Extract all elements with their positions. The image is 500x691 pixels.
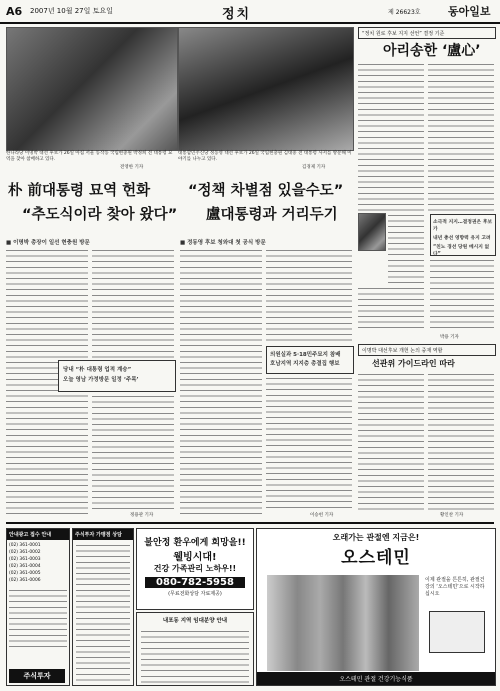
- classifieds-title-2: 주식투자 가맹점 상담: [73, 529, 133, 540]
- article1-subhead-2: 오늘 영남 가정방문 일정 ‘주목’: [63, 377, 139, 383]
- health-ad-line2: 웰빙시대!: [173, 552, 217, 563]
- ad-legs-image: [267, 575, 419, 671]
- editorial-label-box: [358, 344, 496, 356]
- classifieds-listing: [9, 588, 67, 648]
- classifieds-row: (02) 361-0003: [9, 557, 41, 562]
- column-body-col4: [358, 286, 424, 332]
- article1-subhead-1: 당내 “朴 대통령 업적 계승”: [63, 367, 132, 373]
- notice-body: [141, 629, 249, 683]
- article2-subhead-box: [266, 346, 354, 374]
- classifieds-row: (02) 361-0001: [9, 543, 41, 548]
- column-portrait: [358, 213, 386, 251]
- article2-byline: ■ 정동영 후보 청와대 첫 공식 방문: [180, 240, 266, 246]
- page-header: [0, 0, 500, 24]
- editorial-headline: 선관위 가이드라인 따라: [372, 359, 455, 368]
- article2-body-col1: [180, 248, 262, 514]
- classifieds-title-1: 안내광고 접수 안내: [7, 529, 69, 540]
- article2-reporter: 이승헌 기자: [310, 513, 334, 518]
- editorial-label: 이명박 대선후보 개헌 논의 중재 역할: [362, 348, 443, 354]
- classifieds-row: (02) 361-0006: [9, 578, 41, 583]
- classifieds-col1: [6, 528, 70, 686]
- classifieds-row: (02) 361-0005: [9, 571, 41, 576]
- article2-headline-2: 盧대통령과 거리두기: [206, 207, 338, 223]
- editorial-body-col1: [358, 372, 424, 512]
- article2-body-col2: [266, 248, 352, 344]
- notice-box: [136, 612, 254, 686]
- ad-sub: 이제 관절을 튼튼히, 관절건강의 ‘오스테민’으로 시작하십시오: [425, 577, 485, 597]
- column-reporter: 박용 기자: [440, 335, 459, 340]
- notice-title: 내포동 지역 임대분양 안내: [162, 618, 228, 624]
- column-label-box: [358, 27, 496, 39]
- column-subhead-1: 소극적 지지…결정권은 후보가: [433, 220, 493, 232]
- editorial-reporter: 황인찬 기자: [440, 513, 464, 518]
- health-ad-line1: 불안정 환우에게 희망을!!: [144, 538, 246, 548]
- article2-subhead-1: 의원실과 5·18민주묘지 참배: [270, 352, 341, 358]
- article2-credit: 김경제 기자: [302, 165, 326, 170]
- page-number: A6: [6, 5, 23, 18]
- article1-body-col2: [92, 248, 174, 358]
- article1-headline-1: 朴 前대통령 묘역 헌화: [8, 183, 151, 199]
- article1-byline: ■ 이명박 총장이 일선 현충원 방문: [6, 240, 90, 246]
- health-ad-line3: 건강 가족관리 노하우!!: [153, 564, 237, 573]
- article1-photo: [6, 27, 178, 151]
- issue-date: 2007년 10월 27일 토요일: [30, 7, 113, 15]
- column-body-col1: [358, 62, 424, 212]
- article2-body-col3: [266, 376, 352, 510]
- article1-headline-2: “추도식이라 찾아 왔다”: [22, 207, 178, 223]
- ad-product: 오스테민: [341, 548, 411, 568]
- osteamin-ad: [256, 528, 496, 686]
- classifieds-col2: [72, 528, 134, 686]
- column-body-col3: [388, 213, 424, 283]
- classifieds-bottom-label: 주식투자: [9, 669, 65, 683]
- article1-body-col3: [92, 394, 174, 510]
- column-label: “정치 원로 후보 지지 선언” 결정 기준: [362, 31, 445, 37]
- article1-subhead-box: [58, 360, 176, 392]
- article2-photo: [178, 27, 354, 151]
- health-ad-note: (무료전화상담 자료제공): [168, 591, 222, 597]
- column-subhead-3: “친노 경선 당원 메시지 없다”: [433, 245, 490, 257]
- classifieds-row: (02) 361-0002: [9, 550, 41, 555]
- column-title: 아리송한 ‘盧心’: [383, 43, 481, 59]
- classifieds-rows: [7, 540, 69, 586]
- ad-bottom-bar: 오스테민 관절 건강기능식품: [257, 672, 495, 685]
- editorial-body-col2: [428, 372, 494, 512]
- column-body-col5: [430, 258, 494, 332]
- health-ad-phone: 080-782-5958: [145, 577, 245, 588]
- article2-subhead-2: 호남지역 지지층 총결집 행보: [270, 361, 340, 367]
- ad-product-box: [429, 611, 485, 653]
- classifieds-row: (02) 361-0004: [9, 564, 41, 569]
- article1-reporter: 정용관 기자: [130, 513, 154, 518]
- newspaper-logo: 동아일보: [448, 5, 491, 18]
- issue-number: 제 26623호: [388, 9, 421, 16]
- ad-divider: [6, 522, 494, 524]
- article1-caption: 한나라당 이명박 대선 후보가 26일 아침 서울 동작동 국립현충원 박정희 전 대통령 묘역을 찾아 참배하고 있다.: [6, 151, 173, 162]
- ad-tagline: 오래가는 관절엔 지금은!: [332, 533, 420, 542]
- classifieds-col2-listing: [76, 543, 130, 683]
- health-ad: [136, 528, 254, 610]
- article1-credit: 전영한 기자: [120, 165, 144, 170]
- column-subhead-box: [430, 214, 496, 256]
- article2-caption: 대통합민주신당 정동영 대선 후보가 26일 국립현충원 김대중 전 대통령 사저를 방문해 이야기를 나누고 있다.: [178, 151, 352, 162]
- column-subhead-2: 내년 총선 영향력 유지 고려: [433, 236, 491, 241]
- article2-headline-1: “정책 차별점 있을수도”: [188, 183, 344, 199]
- section-title: 정치: [222, 7, 252, 22]
- column-body-col2: [428, 62, 494, 212]
